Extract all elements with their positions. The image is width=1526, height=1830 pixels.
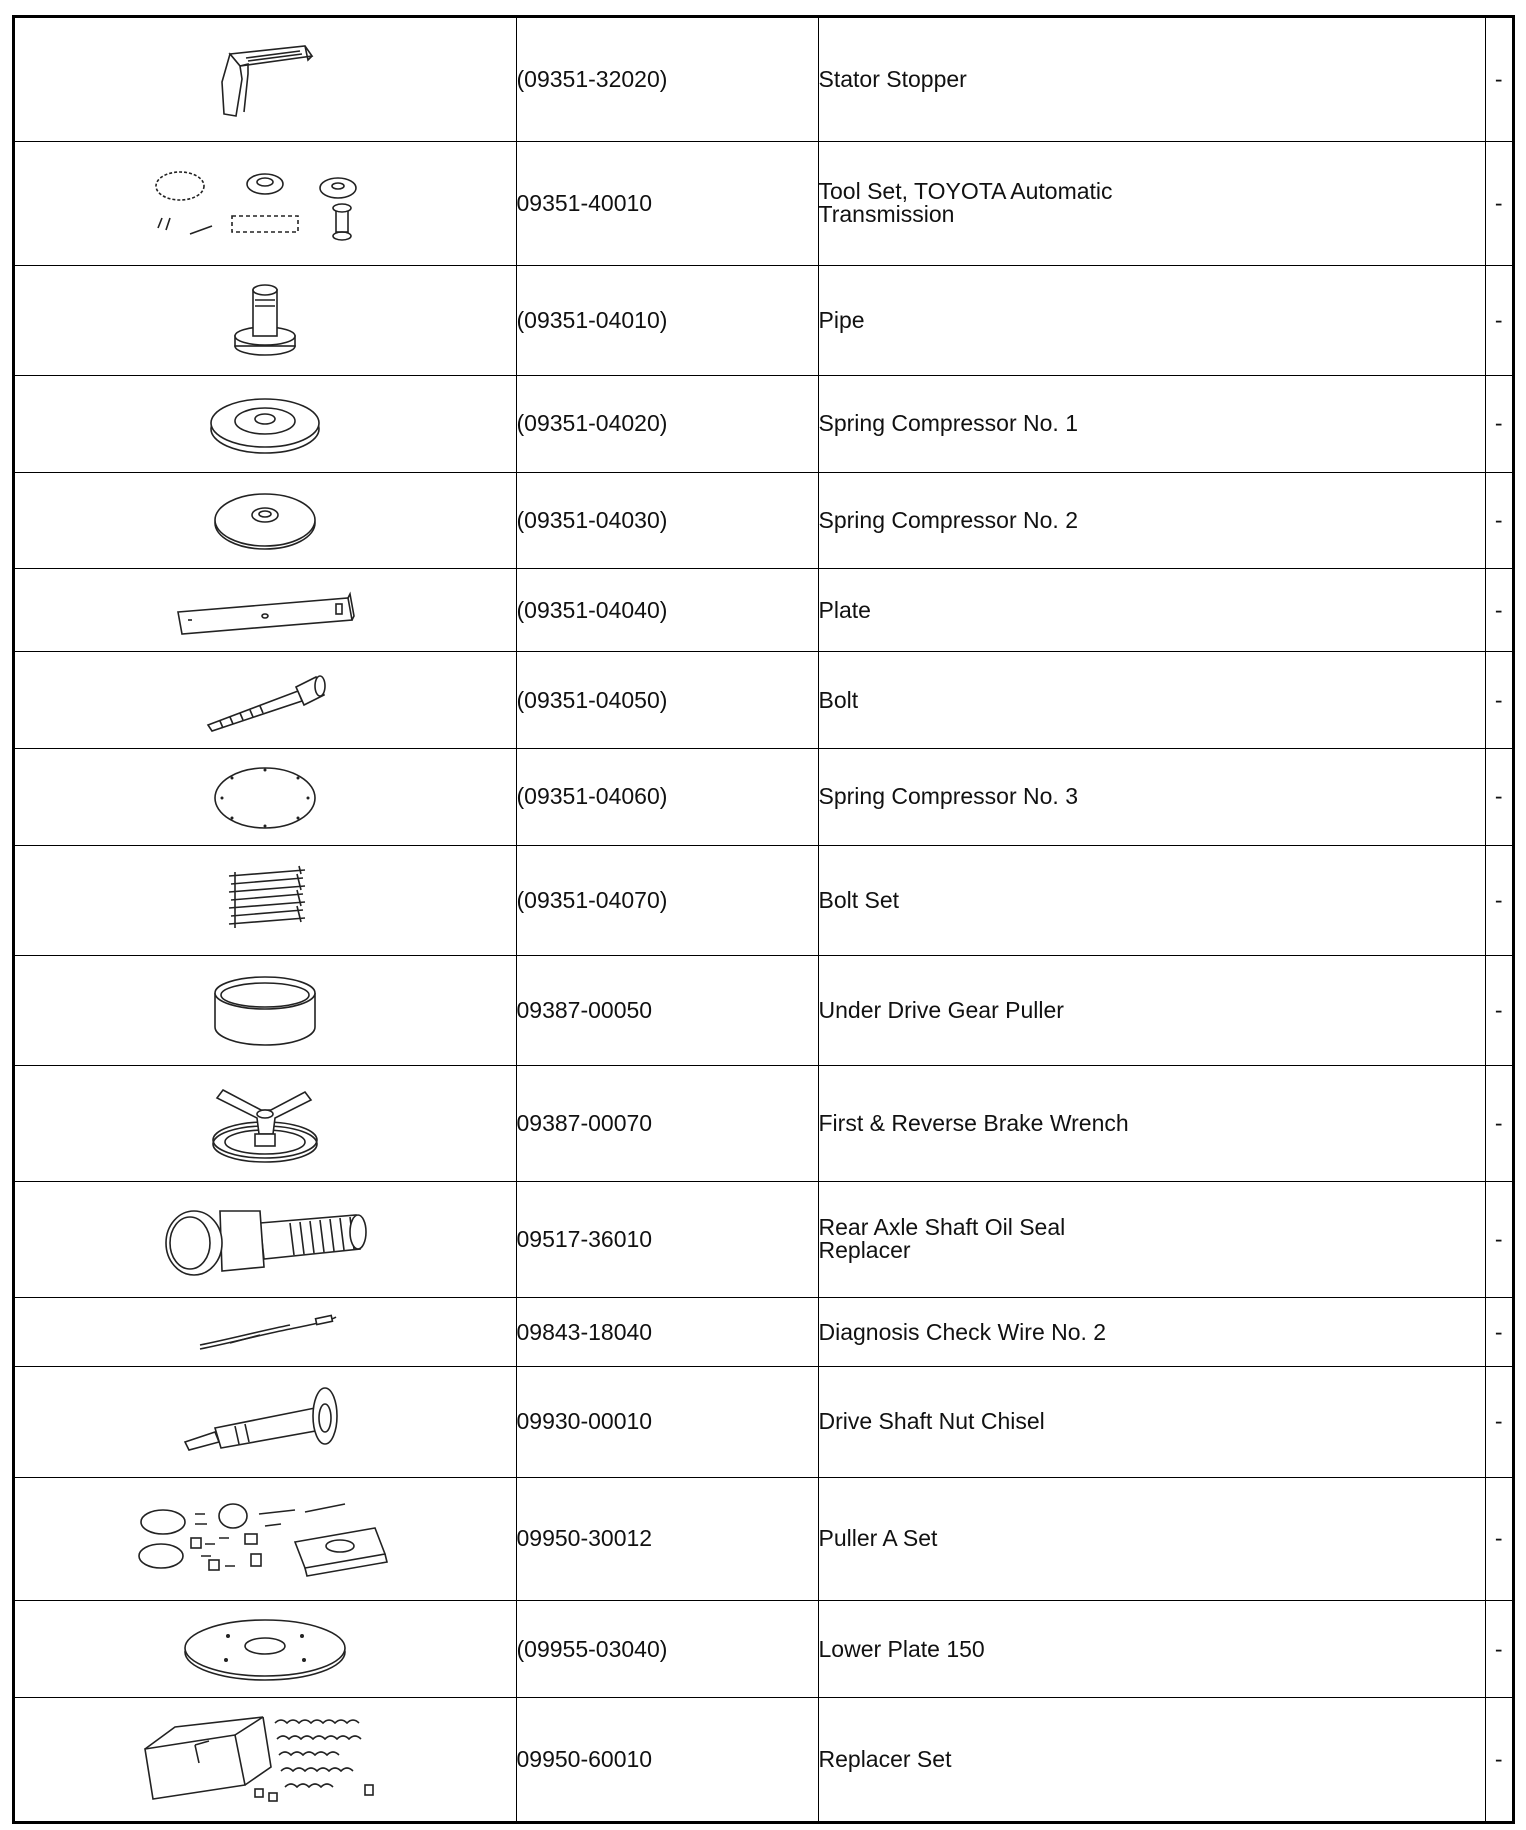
- note: -: [1485, 569, 1512, 652]
- tool-name: Spring Compressor No. 1: [818, 375, 1485, 472]
- tool-name: Under Drive Gear Puller: [818, 956, 1485, 1066]
- tool-name: Spring Compressor No. 2: [818, 472, 1485, 569]
- table-row: [15, 141, 1512, 265]
- note: -: [1485, 1477, 1512, 1601]
- tool-name: Stator Stopper: [818, 18, 1485, 141]
- table-row: [15, 1477, 1512, 1601]
- note: -: [1485, 1601, 1512, 1698]
- note: -: [1485, 1066, 1512, 1182]
- note: -: [1485, 472, 1512, 569]
- table-row: [15, 1601, 1512, 1698]
- tool-name: First & Reverse Brake Wrench: [818, 1066, 1485, 1182]
- part-number: (09351-04010): [516, 265, 818, 375]
- note: -: [1485, 1367, 1512, 1477]
- part-number: 09351-40010: [516, 141, 818, 265]
- table-row: [15, 956, 1512, 1066]
- table-row: [15, 1297, 1512, 1366]
- part-number: (09351-04070): [516, 845, 818, 955]
- part-number: 09950-60010: [516, 1698, 818, 1821]
- under-drive-gear-puller-icon: [205, 971, 325, 1051]
- table-row: [15, 265, 1512, 375]
- special-tools-table: [15, 18, 1512, 1821]
- tool-name: Bolt: [818, 652, 1485, 749]
- note: -: [1485, 749, 1512, 846]
- spring-compressor-3-icon: [210, 762, 320, 832]
- brake-wrench-icon: [205, 1082, 325, 1166]
- note: -: [1485, 141, 1512, 265]
- part-number: (09351-04030): [516, 472, 818, 569]
- note: -: [1485, 375, 1512, 472]
- tool-name: Diagnosis Check Wire No. 2: [818, 1297, 1485, 1366]
- note: -: [1485, 652, 1512, 749]
- table-row: [15, 1066, 1512, 1182]
- special-tools-sheet: [12, 15, 1515, 1824]
- tool-name: Lower Plate 150: [818, 1601, 1485, 1698]
- part-number: (09351-04050): [516, 652, 818, 749]
- tool-name: Tool Set, TOYOTA Automatic Transmission: [818, 141, 1485, 265]
- table-row: [15, 472, 1512, 569]
- note: -: [1485, 265, 1512, 375]
- tool-name: Puller A Set: [818, 1477, 1485, 1601]
- tool-name: Spring Compressor No. 3: [818, 749, 1485, 846]
- tool-name: Bolt Set: [818, 845, 1485, 955]
- table-row: [15, 1182, 1512, 1298]
- part-number: 09387-00050: [516, 956, 818, 1066]
- table-row: [15, 749, 1512, 846]
- note: -: [1485, 18, 1512, 141]
- part-number: (09351-04040): [516, 569, 818, 652]
- note: -: [1485, 1698, 1512, 1821]
- note: -: [1485, 956, 1512, 1066]
- table-row: [15, 845, 1512, 955]
- replacer-set-icon: [135, 1715, 395, 1805]
- table-row: [15, 1698, 1512, 1821]
- table-row: [15, 569, 1512, 652]
- spring-compressor-1-icon: [205, 389, 325, 459]
- stator-stopper-icon: [200, 34, 330, 124]
- note: -: [1485, 1182, 1512, 1298]
- part-number: (09955-03040): [516, 1601, 818, 1698]
- table-row: [15, 1367, 1512, 1477]
- table-row: [15, 18, 1512, 141]
- part-number: (09351-04020): [516, 375, 818, 472]
- spring-compressor-2-icon: [210, 485, 320, 555]
- part-number: 09517-36010: [516, 1182, 818, 1298]
- tool-name: Rear Axle Shaft Oil Seal Replacer: [818, 1182, 1485, 1298]
- check-wire-icon: [190, 1307, 340, 1357]
- tool-name: Replacer Set: [818, 1698, 1485, 1821]
- part-number: 09387-00070: [516, 1066, 818, 1182]
- nut-chisel-icon: [175, 1382, 355, 1462]
- pipe-icon: [225, 280, 305, 360]
- part-number: 09843-18040: [516, 1297, 818, 1366]
- plate-icon: [170, 580, 360, 640]
- tool-name: Plate: [818, 569, 1485, 652]
- tool-set-icon: [150, 158, 380, 248]
- oil-seal-replacer-icon: [160, 1197, 370, 1281]
- table-row: [15, 375, 1512, 472]
- tool-name: Pipe: [818, 265, 1485, 375]
- puller-set-icon: [135, 1494, 395, 1584]
- tool-name: Drive Shaft Nut Chisel: [818, 1367, 1485, 1477]
- bolt-set-icon: [215, 860, 315, 940]
- part-number: (09351-04060): [516, 749, 818, 846]
- part-number: (09351-32020): [516, 18, 818, 141]
- bolt-icon: [200, 665, 330, 735]
- part-number: 09930-00010: [516, 1367, 818, 1477]
- table-row: [15, 652, 1512, 749]
- note: -: [1485, 1297, 1512, 1366]
- lower-plate-icon: [180, 1614, 350, 1684]
- note: -: [1485, 845, 1512, 955]
- part-number: 09950-30012: [516, 1477, 818, 1601]
